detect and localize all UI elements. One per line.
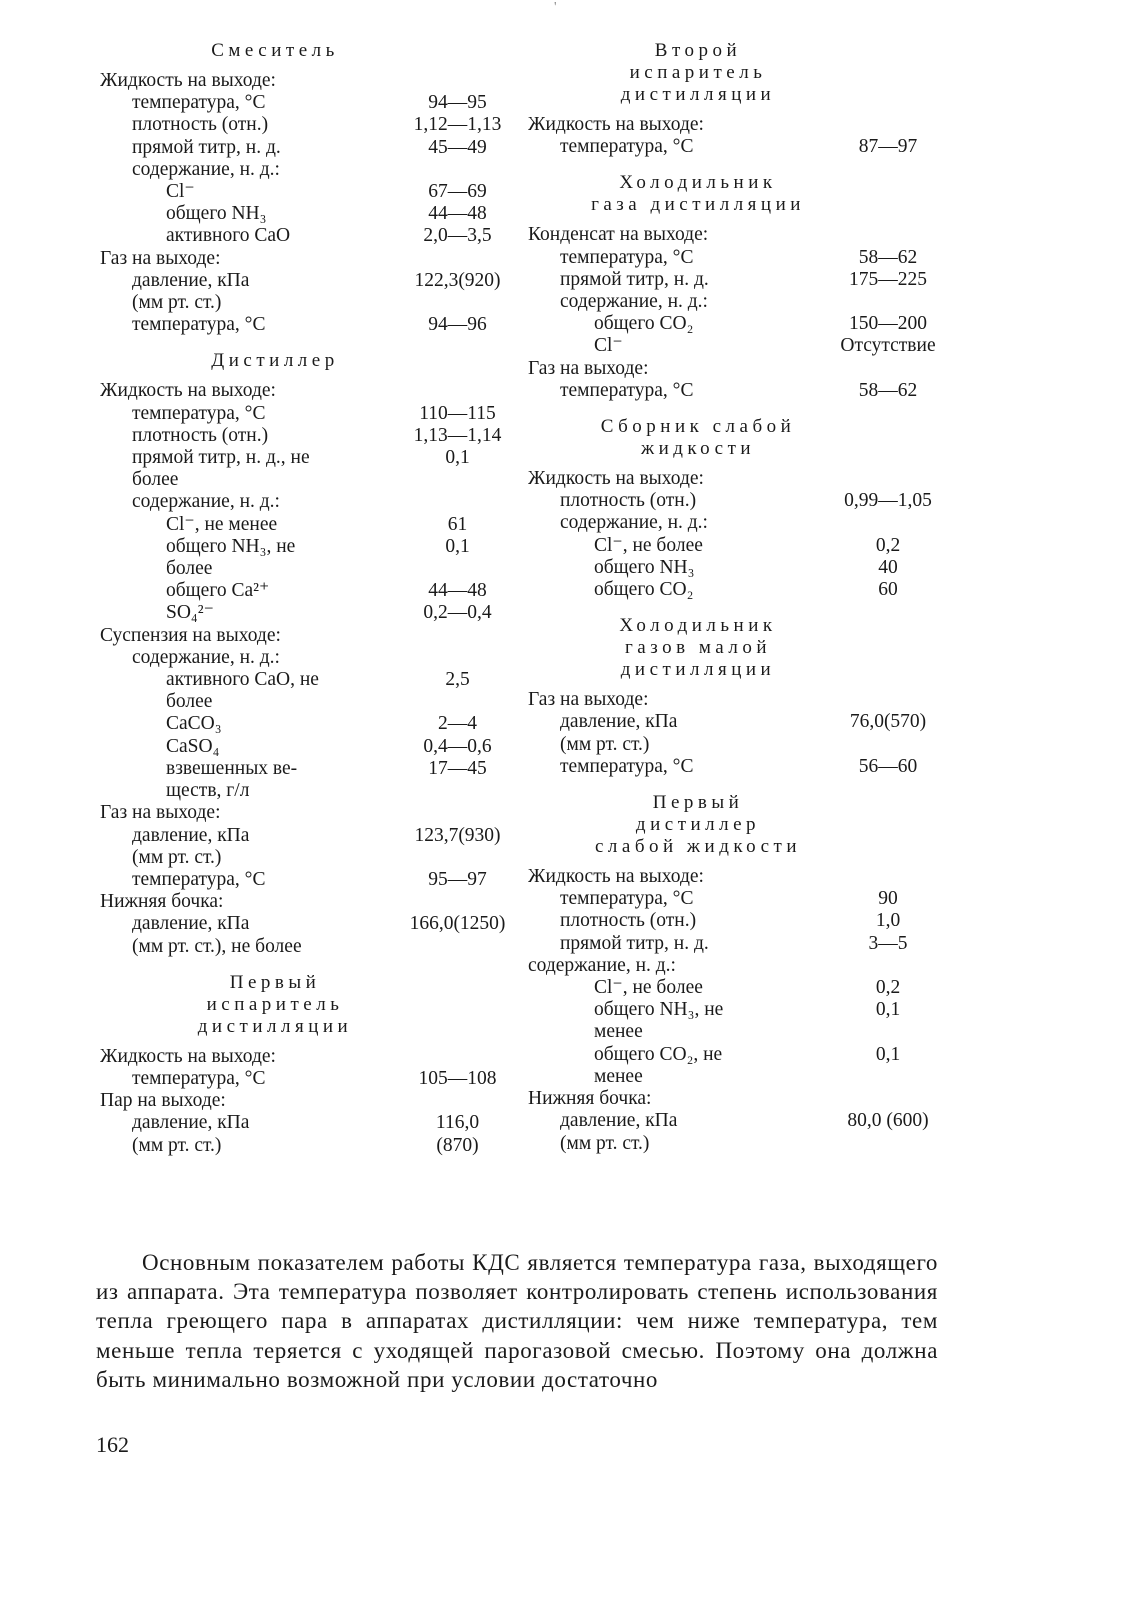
parameter-value: 80,0 (600) xyxy=(847,1110,929,1132)
parameter-row xyxy=(100,469,530,491)
parameter-value xyxy=(385,847,530,869)
parameter-row xyxy=(528,910,958,932)
parameter-row xyxy=(100,137,530,159)
parameter-value: 105—108 xyxy=(418,1067,497,1089)
parameter-label: давление, кПа xyxy=(132,913,250,935)
parameter-value: 87—97 xyxy=(858,136,918,158)
parameter-value xyxy=(385,380,530,402)
parameter-row xyxy=(528,358,958,380)
parameter-row xyxy=(528,335,958,357)
parameter-value: 56—60 xyxy=(858,755,918,777)
parameter-value xyxy=(385,70,530,92)
parameter-value: 1,0 xyxy=(875,910,901,932)
parameter-label: общего NH₃ xyxy=(594,556,695,578)
parameter-row xyxy=(100,447,530,469)
parameter-row xyxy=(528,955,958,977)
parameter-row xyxy=(528,756,958,778)
parameter-row xyxy=(100,736,530,758)
section-title: Второй испаритель дистилляции xyxy=(620,40,776,105)
parameter-row xyxy=(100,114,530,136)
parameter-row xyxy=(528,689,958,711)
parameter-label: взвешенных ве- xyxy=(166,757,298,779)
parameter-row xyxy=(100,1046,530,1068)
parameter-label: содержание, н. д.: xyxy=(132,646,280,668)
section-title: Первый дистиллер слабой жидкости xyxy=(594,792,802,858)
parameter-value: 94—95 xyxy=(428,92,487,114)
parameter-row xyxy=(100,403,530,425)
parameter-label: температура, °С xyxy=(560,379,694,401)
parameter-value: 2—4 xyxy=(438,713,477,735)
parameter-row xyxy=(528,999,958,1021)
parameter-row xyxy=(100,825,530,847)
parameter-value xyxy=(385,248,530,270)
parameter-value xyxy=(828,291,958,313)
parameter-label: Жидкость на выходе: xyxy=(100,380,276,402)
parameter-label: Cl⁻, не менее xyxy=(166,513,278,535)
section xyxy=(528,40,958,158)
parameter-value xyxy=(385,558,530,580)
parameter-row xyxy=(100,758,530,780)
parameter-label: Жидкость на выходе: xyxy=(100,1045,276,1067)
parameter-value xyxy=(385,691,530,713)
parameter-value xyxy=(828,866,958,888)
parameter-row xyxy=(528,888,958,910)
parameter-label: прямой титр, н. д. xyxy=(132,136,281,158)
parameter-value xyxy=(828,689,958,711)
section-title: Первый испаритель дистилляции xyxy=(197,971,353,1037)
parameter-label: Жидкость на выходе: xyxy=(528,866,704,888)
parameter-row xyxy=(528,490,958,512)
parameter-label: Cl⁻, не более xyxy=(594,977,703,999)
section-title: Холодильник газов малой дистилляции xyxy=(619,615,777,681)
parameter-label: (мм рт. ст.) xyxy=(560,1132,650,1154)
parameter-label: давление, кПа xyxy=(132,1112,250,1134)
parameter-row xyxy=(528,291,958,313)
parameter-label: содержание, н. д.: xyxy=(560,512,708,534)
parameter-value: 2,0—3,5 xyxy=(423,225,492,247)
parameter-row xyxy=(528,1021,958,1043)
parameter-label: Жидкость на выходе: xyxy=(528,114,704,135)
parameter-value xyxy=(828,114,958,136)
parameter-row xyxy=(100,691,530,713)
parameter-row xyxy=(100,580,530,602)
parameter-row xyxy=(100,647,530,669)
parameter-row xyxy=(528,557,958,579)
parameter-row xyxy=(528,1110,958,1132)
section xyxy=(528,792,958,1155)
left-column xyxy=(100,40,530,1171)
parameter-label: Cl⁻ xyxy=(594,335,623,357)
parameter-value xyxy=(385,292,530,314)
parameter-value xyxy=(828,512,958,534)
parameter-label: Cl⁻ xyxy=(166,181,195,203)
parameter-value xyxy=(828,358,958,380)
parameter-value xyxy=(385,491,530,513)
parameter-label: общего CO₂ xyxy=(594,579,694,601)
parameter-row xyxy=(100,802,530,824)
parameter-label: температура, °С xyxy=(132,1067,266,1089)
parameter-value: 123,7(930) xyxy=(414,824,501,846)
parameter-row xyxy=(100,159,530,181)
parameter-row xyxy=(528,468,958,490)
parameter-row xyxy=(100,669,530,691)
parameter-value xyxy=(385,936,530,958)
parameter-value: (870) xyxy=(436,1134,479,1156)
parameter-label: давление, кПа xyxy=(132,824,250,846)
parameter-label: Газ на выходе: xyxy=(528,689,649,711)
parameter-row xyxy=(528,1088,958,1110)
parameter-value: 40 xyxy=(878,556,898,578)
parameter-row xyxy=(100,425,530,447)
parameter-label: Конденсат на выходе: xyxy=(528,224,709,246)
parameter-label: (мм рт. ст.) xyxy=(132,1134,222,1156)
parameter-value: 175—225 xyxy=(849,268,927,290)
parameter-label: активного CaO xyxy=(166,225,291,247)
parameter-row xyxy=(100,380,530,402)
section-title: Смеситель xyxy=(211,40,339,61)
parameter-value xyxy=(385,625,530,647)
parameter-label: Суспензия на выходе: xyxy=(100,624,281,646)
parameter-row xyxy=(100,713,530,735)
parameter-value xyxy=(385,469,530,491)
parameter-label: температура, °С xyxy=(560,755,694,777)
section xyxy=(528,615,958,778)
parameter-label: (мм рт. ст.) xyxy=(560,733,650,755)
parameter-label: температура, °С xyxy=(132,402,266,424)
parameter-value: 45—49 xyxy=(428,136,487,158)
body-paragraph: Основным показателем работы КДС является температура газа, выходящего из аппарата. Эта температура позволяет контролировать степень использования тепла греющего пара в аппаратах дистилляции: чем ниже температура, тем меньше тепла теряется с уходящей парогазовой смесью. Поэтому она должна быть минимально возможной при условии достаточно xyxy=(96,1250,938,1392)
parameter-label: температура, °С xyxy=(560,888,694,910)
parameter-row xyxy=(528,1044,958,1066)
parameter-label: плотность (отн.) xyxy=(560,910,697,932)
parameter-value xyxy=(385,1046,530,1068)
parameter-label: давление, кПа xyxy=(560,711,678,733)
parameter-value: 166,0(1250) xyxy=(409,913,506,935)
parameter-label: ществ, г/л xyxy=(166,780,250,802)
parameter-value xyxy=(385,891,530,913)
parameter-label: общего Ca²⁺ xyxy=(166,580,270,602)
parameter-value: 90 xyxy=(878,888,898,910)
parameter-value: 0,1 xyxy=(445,447,470,469)
parameter-row xyxy=(100,1068,530,1090)
parameter-value xyxy=(828,1021,958,1043)
section-title: Холодильник газа дистилляции xyxy=(591,172,805,216)
parameter-value: 122,3(920) xyxy=(414,269,501,291)
parameter-label: более xyxy=(166,691,213,713)
parameter-row xyxy=(100,181,530,203)
parameter-value xyxy=(385,647,530,669)
parameter-value xyxy=(385,159,530,181)
parameter-label: Газ на выходе: xyxy=(100,802,221,824)
parameter-label: температура, °С xyxy=(132,314,266,336)
parameter-row xyxy=(100,1112,530,1134)
parameter-row xyxy=(528,269,958,291)
parameter-value: 44—48 xyxy=(428,203,487,225)
parameter-value: 2,5 xyxy=(445,669,470,691)
parameter-row xyxy=(528,1066,958,1088)
parameter-row xyxy=(100,248,530,270)
parameter-label: общего CO₂ xyxy=(594,313,694,335)
parameter-label: (мм рт. ст.) xyxy=(132,292,222,314)
parameter-value xyxy=(828,468,958,490)
parameter-label: общего CO₂, не xyxy=(594,1043,723,1065)
parameter-value xyxy=(828,224,958,246)
header-mark: ' xyxy=(554,0,557,15)
parameter-row xyxy=(528,866,958,888)
parameter-value: 76,0(570) xyxy=(849,711,927,733)
parameter-label: давление, кПа xyxy=(132,269,250,291)
parameter-value xyxy=(828,734,958,756)
parameter-value: 0,1 xyxy=(875,1043,901,1065)
section xyxy=(100,350,530,957)
parameter-value: 1,12—1,13 xyxy=(413,114,502,136)
parameter-value: 94—96 xyxy=(428,314,487,336)
parameter-label: Жидкость на выходе: xyxy=(100,70,276,91)
parameter-value: 0,2—0,4 xyxy=(423,602,492,624)
parameter-label: более xyxy=(132,469,179,491)
parameter-row xyxy=(100,1090,530,1112)
parameter-row xyxy=(528,224,958,246)
parameter-row xyxy=(528,734,958,756)
parameter-row xyxy=(100,514,530,536)
parameter-label: Газ на выходе: xyxy=(528,357,649,379)
parameter-row xyxy=(528,1133,958,1155)
parameter-value xyxy=(828,1066,958,1088)
parameter-value: 67—69 xyxy=(428,181,487,203)
section xyxy=(528,416,958,601)
parameter-row xyxy=(100,780,530,802)
parameter-value: Отсутствие xyxy=(840,335,936,357)
parameter-row xyxy=(528,933,958,955)
parameter-value: 0,2 xyxy=(875,977,901,999)
parameter-value: 95—97 xyxy=(428,868,487,890)
parameter-row xyxy=(528,247,958,269)
parameter-value xyxy=(828,1133,958,1155)
parameter-row xyxy=(100,936,530,958)
parameter-label: температура, °С xyxy=(560,136,694,158)
parameter-value: 110—115 xyxy=(419,402,496,424)
section-title: Дистиллер xyxy=(211,350,339,372)
parameter-value: 0,99—1,05 xyxy=(844,490,932,512)
parameter-row xyxy=(100,203,530,225)
parameter-row xyxy=(100,70,530,92)
parameter-label: CaCO₃ xyxy=(166,713,222,735)
parameter-value: 0,4—0,6 xyxy=(423,735,492,757)
parameter-value xyxy=(385,780,530,802)
parameter-label: активного CaO, не xyxy=(166,669,319,691)
parameter-row xyxy=(100,602,530,624)
parameter-label: Газ на выходе: xyxy=(100,247,221,269)
section-title: Сборник слабой жидкости xyxy=(600,416,796,460)
section xyxy=(100,972,530,1157)
parameter-value: 61 xyxy=(447,513,468,535)
parameter-label: температура, °С xyxy=(132,92,266,114)
parameter-row xyxy=(100,869,530,891)
parameter-value: 150—200 xyxy=(849,313,927,335)
parameter-row xyxy=(528,535,958,557)
parameter-row xyxy=(100,225,530,247)
parameter-row xyxy=(100,1135,530,1157)
parameter-value: 3—5 xyxy=(868,932,908,954)
right-column xyxy=(528,40,958,1169)
parameter-value: 44—48 xyxy=(428,580,487,602)
parameter-row xyxy=(528,136,958,158)
parameter-label: содержание, н. д.: xyxy=(132,158,280,180)
page-number: 162 xyxy=(96,1432,129,1457)
parameter-row xyxy=(528,579,958,601)
parameter-label: общего NH₃ xyxy=(166,203,267,225)
parameter-row xyxy=(528,313,958,335)
parameter-label: SO₄²⁻ xyxy=(166,602,214,624)
parameter-label: прямой титр, н. д., не xyxy=(132,447,310,469)
parameter-value: 116,0 xyxy=(435,1112,480,1134)
parameter-row xyxy=(528,380,958,402)
parameter-label: содержание, н. д.: xyxy=(132,491,280,513)
parameter-label: Нижняя бочка: xyxy=(528,1088,652,1110)
parameter-value: 60 xyxy=(878,579,898,601)
parameter-label: Cl⁻, не более xyxy=(594,534,703,556)
section xyxy=(528,172,958,402)
parameter-row xyxy=(100,913,530,935)
parameter-label: общего NH₃, не xyxy=(166,535,296,557)
parameter-value xyxy=(828,1088,958,1110)
parameter-value: 1,13—1,14 xyxy=(413,424,502,446)
parameter-value: 0,1 xyxy=(445,535,470,557)
parameter-label: (мм рт. ст.), не более xyxy=(132,935,302,957)
parameter-row xyxy=(528,114,958,136)
parameter-value xyxy=(828,955,958,977)
parameter-label: давление, кПа xyxy=(560,1110,678,1132)
parameter-label: общего NH₃, не xyxy=(594,999,724,1021)
parameter-value: 17—45 xyxy=(428,757,487,779)
parameter-row xyxy=(100,314,530,336)
parameter-row xyxy=(528,711,958,733)
parameter-row xyxy=(100,92,530,114)
parameter-label: прямой титр, н. д. xyxy=(560,268,709,290)
parameter-value: 58—62 xyxy=(858,246,918,268)
parameter-row xyxy=(100,491,530,513)
parameter-label: плотность (отн.) xyxy=(132,424,269,446)
parameter-value: 58—62 xyxy=(858,379,918,401)
parameter-label: менее xyxy=(594,1065,643,1087)
section xyxy=(100,40,530,336)
parameter-label: менее xyxy=(594,1021,643,1043)
parameter-row xyxy=(528,977,958,999)
parameter-value xyxy=(385,802,530,824)
parameter-label: содержание, н. д.: xyxy=(528,954,676,976)
parameter-row xyxy=(528,512,958,534)
parameter-row xyxy=(100,536,530,558)
parameter-label: Нижняя бочка: xyxy=(100,891,224,913)
parameter-row xyxy=(100,292,530,314)
parameter-row xyxy=(100,270,530,292)
parameter-label: (мм рт. ст.) xyxy=(132,846,222,868)
parameter-row xyxy=(100,847,530,869)
parameter-label: содержание, н. д.: xyxy=(560,291,708,313)
parameter-label: плотность (отн.) xyxy=(560,490,697,512)
parameter-label: CaSO₄ xyxy=(166,735,220,757)
parameter-label: прямой титр, н. д. xyxy=(560,932,709,954)
parameter-label: Пар на выходе: xyxy=(100,1090,226,1112)
parameter-label: температура, °С xyxy=(560,246,694,268)
parameter-label: более xyxy=(166,558,213,580)
parameter-row xyxy=(100,891,530,913)
parameter-label: плотность (отн.) xyxy=(132,114,269,136)
parameter-value: 0,1 xyxy=(875,999,901,1021)
parameter-label: температура, °С xyxy=(132,868,266,890)
parameter-value: 0,2 xyxy=(875,534,901,556)
parameter-value xyxy=(385,1090,530,1112)
parameter-label: Жидкость на выходе: xyxy=(528,468,704,490)
parameter-row xyxy=(100,558,530,580)
parameter-row xyxy=(100,625,530,647)
